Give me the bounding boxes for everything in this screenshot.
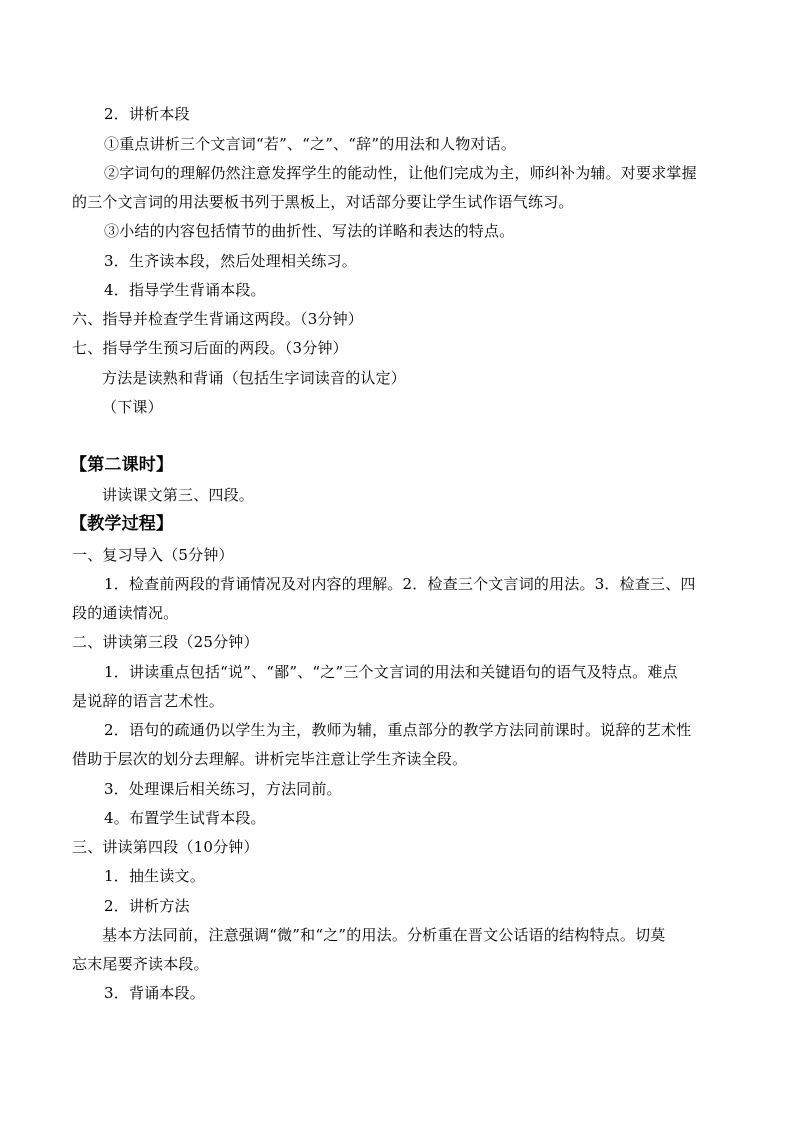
para3-item1-line1: 1．讲读重点包括“说”、“鄙”、“之”三个文言词的用法和关键语句的语气及特点。难点	[104, 663, 678, 681]
para4-method-line2: 忘末尾要齐读本段。	[72, 955, 209, 973]
subsection-2-title: 2．讲析本段	[104, 105, 190, 123]
subsection-3-text: 3．生齐读本段，然后处理相关练习。	[104, 252, 357, 270]
review-items-line1: 1．检查前两段的背诵情况及对内容的理解。2．检查三个文言词的用法。3．检查三、四	[104, 575, 696, 593]
section-1-title: 一、复习导入（5分钟）	[72, 546, 234, 564]
end-of-class-note: （下课）	[102, 398, 163, 416]
second-lesson-summary: 讲读课文第三、四段。	[102, 486, 255, 504]
section-7-title: 七、指导学生预习后面的两段。（3分钟）	[72, 339, 348, 357]
para4-item1: 1．抽生读文。	[104, 867, 205, 885]
point-1-text: ①重点讲析三个文言词“若”、“之”、“辞”的用法和人物对话。	[104, 135, 517, 153]
para4-item2: 2．讲析方法	[104, 897, 190, 915]
section-6-title: 六、指导并检查学生背诵这两段。（3分钟）	[72, 310, 364, 328]
para4-item3: 3．背诵本段。	[104, 984, 205, 1002]
para4-method-line1: 基本方法同前，注意强调“微”和“之”的用法。分析重在晋文公话语的结构特点。切莫	[102, 926, 666, 944]
para3-item4: 4。布置学生试背本段。	[104, 809, 266, 827]
review-items-line2: 段的通读情况。	[72, 604, 179, 622]
point-3-text: ③小结的内容包括情节的曲折性、写法的详略和表达的特点。	[104, 222, 515, 240]
second-lesson-heading: 【第二课时】	[70, 455, 174, 475]
subsection-4-text: 4．指导学生背诵本段。	[104, 281, 266, 299]
para3-item3: 3．处理课后相关练习，方法同前。	[104, 780, 342, 798]
para3-item2-line1: 2．语句的疏通仍以学生为主，教师为辅，重点部分的教学方法同前课时。说辞的艺术性	[104, 721, 692, 739]
section-2-title: 二、讲读第三段（25分钟）	[72, 633, 259, 651]
teaching-process-heading: 【教学过程】	[70, 514, 174, 534]
section-3-title: 三、讲读第四段（10分钟）	[72, 838, 259, 856]
para3-item2-line2: 借助于层次的划分去理解。讲析完毕注意让学生齐读全段。	[72, 750, 468, 768]
point-2-text-line1: ②字词句的理解仍然注意发挥学生的能动性，让他们完成为主，师纠补为辅。对要求掌握	[104, 164, 697, 182]
point-2-text-line2: 的三个文言词的用法要板书列于黑板上，对话部分要让学生试作语气练习。	[72, 193, 574, 211]
method-note: 方法是读熟和背诵（包括生字词读音的认定）	[102, 369, 407, 387]
para3-item1-line2: 是说辞的语言艺术性。	[72, 692, 225, 710]
